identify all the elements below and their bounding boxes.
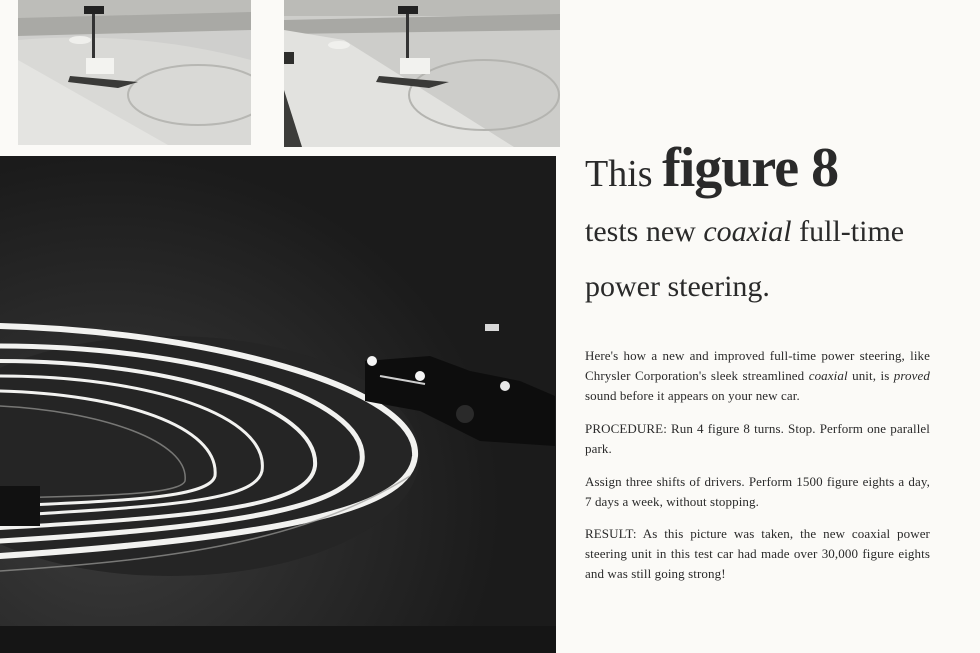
headline-line-2: [585, 215, 930, 248]
paragraph-result: [585, 524, 930, 584]
intro-text-3: sound before it appears on your new car.: [585, 388, 800, 403]
headline-emphasis: figure 8: [662, 137, 839, 199]
paragraph-procedure: [585, 419, 930, 459]
photo-test-track-day-right: [284, 0, 560, 147]
photo-test-track-day-left: [18, 0, 251, 145]
paragraph-intro: [585, 346, 930, 406]
intro-text-1: Here's how a new and improved full-time power steering, like Chrysler Corporation's sleek streamlined: [585, 348, 930, 383]
photo-night-figure-eight-light-trails: [0, 156, 556, 653]
shifts-text: Assign three shifts of drivers. Perform 1500 figure eights a day, 7 days a week, without stopping.: [585, 474, 930, 509]
headline-line2-before: tests new: [585, 215, 696, 248]
headline-line2-italic: coaxial: [703, 215, 792, 248]
headline-line-3: power steering.: [585, 270, 770, 303]
headline-line-1: [585, 137, 930, 199]
result-text: RESULT: As this picture was taken, the new coaxial power steering unit in this test car had made over 30,000 figure eights and was still going strong!: [585, 526, 930, 581]
paragraph-shifts: [585, 472, 930, 512]
intro-italic-proved: proved: [893, 368, 930, 383]
intro-text-2: unit, is: [852, 368, 890, 383]
intro-italic-coaxial: coaxial: [808, 368, 848, 383]
headline-line2-after: full-time: [799, 215, 905, 248]
headline-prefix: This: [585, 153, 653, 195]
procedure-text: PROCEDURE: Run 4 figure 8 turns. Stop. Perform one parallel park.: [585, 421, 930, 456]
